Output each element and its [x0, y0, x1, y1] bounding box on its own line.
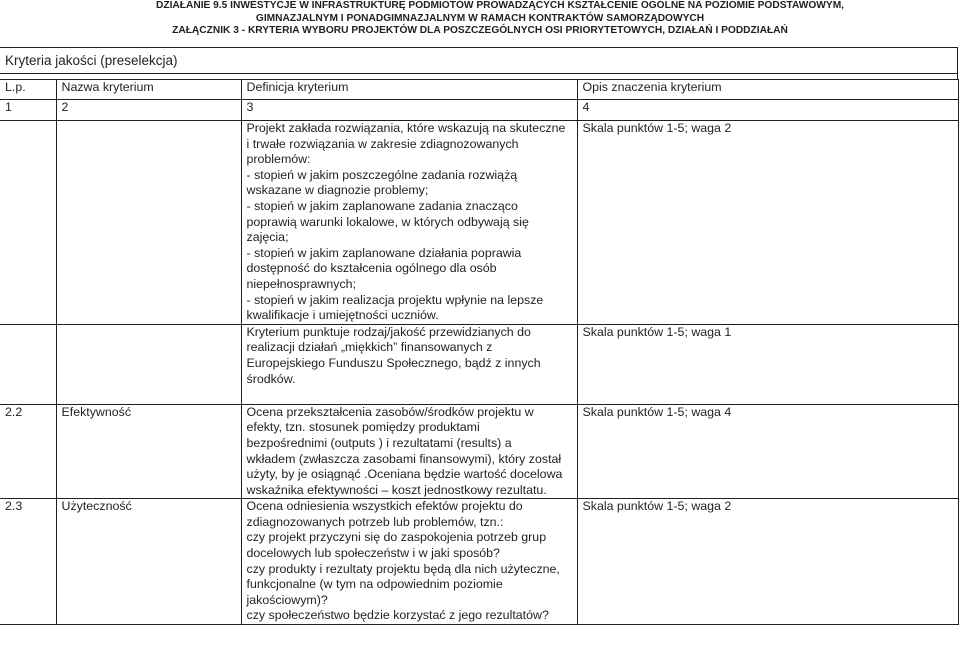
definition-line: kwalifikacje i umiejętności uczniów. — [246, 308, 439, 323]
definition-line: dostępność do kształcenia ogólnego dla osób — [246, 261, 497, 276]
definition-line: czy produkty i rezultaty projektu będą dla nich użyteczne, — [246, 561, 560, 576]
row-description: Skala punktów 1-5; waga 1 — [577, 324, 958, 404]
row-lp — [0, 121, 56, 325]
definition-line: Ocena odniesienia wszystkich efektów projektu do — [246, 499, 523, 514]
header-line-3: ZAŁĄCZNIK 3 - KRYTERIA WYBORU PROJEKTÓW DLA POSZCZEGÓLNYCH OSI PRIORYTETOWYCH, DZIAŁAŃ I PODDZIAŁAŃ — [172, 25, 788, 36]
definition-line: środków. — [246, 371, 296, 386]
definition-line: czy projekt przyczyni się do zaspokojenia potrzeb grup — [246, 530, 547, 545]
header-line-1: DZIAŁANIE 9.5 INWESTYCJE W INFRASTRUKTURĘ PODMIOTÓW PROWADZĄCYCH KSZTAŁCENIE OGÓLNE NA POZIOMIE PODSTAWOWYM, — [155, 0, 845, 11]
column-number: 2 — [56, 100, 241, 121]
row-definition — [241, 121, 577, 325]
column-number-row — [0, 100, 958, 121]
definition-line: zdiagnozowanych potrzeb lub problemów, tzn.: — [246, 514, 504, 529]
row-description: Skala punktów 1-5; waga 2 — [577, 499, 958, 625]
definition-line: - stopień w jakim realizacja projektu wpłynie na lepsze — [246, 292, 544, 307]
column-number: 3 — [241, 100, 577, 121]
definition-line: i trwałe rozwiązania w zakresie zdiagnozowanych — [246, 136, 519, 151]
definition-line: - stopień w jakim zaplanowane działania poprawia — [246, 245, 522, 260]
table-header-row — [0, 80, 958, 100]
criteria-table — [0, 79, 959, 625]
document-header — [0, 0, 960, 40]
column-header-description: Opis znaczenia kryterium — [577, 80, 958, 100]
definition-line: - stopień w jakim zaplanowane zadania znacząco — [246, 198, 518, 213]
row-definition — [241, 324, 577, 404]
definition-line: Europejskiego Funduszu Społecznego, bądź z innych — [246, 355, 541, 370]
row-description: Skala punktów 1-5; waga 2 — [577, 121, 958, 325]
header-line-2: GIMNAZJALNYM I PONADGIMNAZJALNYM W RAMACH KONTRAKTÓW SAMORZĄDOWYCH — [255, 12, 705, 24]
definition-line: problemów: — [246, 152, 311, 167]
definition-line: docelowych lub społeczeństw i w jaki sposób? — [246, 546, 500, 561]
row-name: Efektywność — [56, 404, 241, 499]
definition-line: bezpośrednimi (outputs ) i rezultatami (results) a — [246, 435, 512, 450]
row-lp: 2.2 — [0, 404, 56, 499]
definition-line: wkładem (zwłaszcza zasobami finansowymi), który został — [246, 451, 562, 466]
table-row — [0, 324, 958, 404]
row-name — [56, 121, 241, 325]
column-number: 4 — [577, 100, 958, 121]
column-header-definition: Definicja kryterium — [241, 80, 577, 100]
row-description: Skala punktów 1-5; waga 4 — [577, 404, 958, 499]
row-lp: 2.3 — [0, 499, 56, 625]
row-name — [56, 324, 241, 404]
definition-line: efekty, tzn. stosunek pomiędzy produktami — [246, 420, 480, 435]
definition-line: - stopień w jakim poszczególne zadania rozwiążą — [246, 167, 518, 182]
definition-line: realizacji działań „miękkich” finansowanych z — [246, 340, 493, 355]
section-title: Kryteria jakości (preselekcja) — [0, 47, 958, 73]
definition-line: wskazane w diagnozie problemy; — [246, 183, 429, 198]
definition-line: poprawią warunki lokalowe, w których odbywają się — [246, 214, 529, 229]
definition-line: wskaźnika efektywności – koszt jednostkowy rezultatu. — [246, 482, 547, 497]
column-number: 1 — [0, 100, 56, 121]
row-name: Użyteczność — [56, 499, 241, 625]
row-definition — [241, 499, 577, 625]
row-definition — [241, 404, 577, 499]
definition-line: użyty, by je osiągnąć .Oceniana będzie wartość docelowa — [246, 467, 563, 482]
definition-line: niepełnosprawnych; — [246, 276, 357, 291]
definition-line: funkcjonalne (w tym na odpowiednim poziomie — [246, 577, 503, 592]
definition-line: zajęcia; — [246, 230, 289, 245]
definition-line: Projekt zakłada rozwiązania, które wskazują na skuteczne — [246, 121, 566, 135]
table-row — [0, 499, 958, 625]
table-row — [0, 121, 958, 325]
definition-line: Kryterium punktuje rodzaj/jakość przewidzianych do — [246, 324, 531, 339]
definition-line: jakościowym)? — [246, 592, 328, 607]
column-header-lp: L.p. — [0, 80, 56, 100]
definition-line: czy społeczeństwo będzie korzystać z jego rezultatów? — [246, 608, 549, 623]
column-header-name: Nazwa kryterium — [56, 80, 241, 100]
table-row — [0, 404, 958, 499]
definition-line: Ocena przekształcenia zasobów/środków projektu w — [246, 404, 534, 419]
row-lp — [0, 324, 56, 404]
